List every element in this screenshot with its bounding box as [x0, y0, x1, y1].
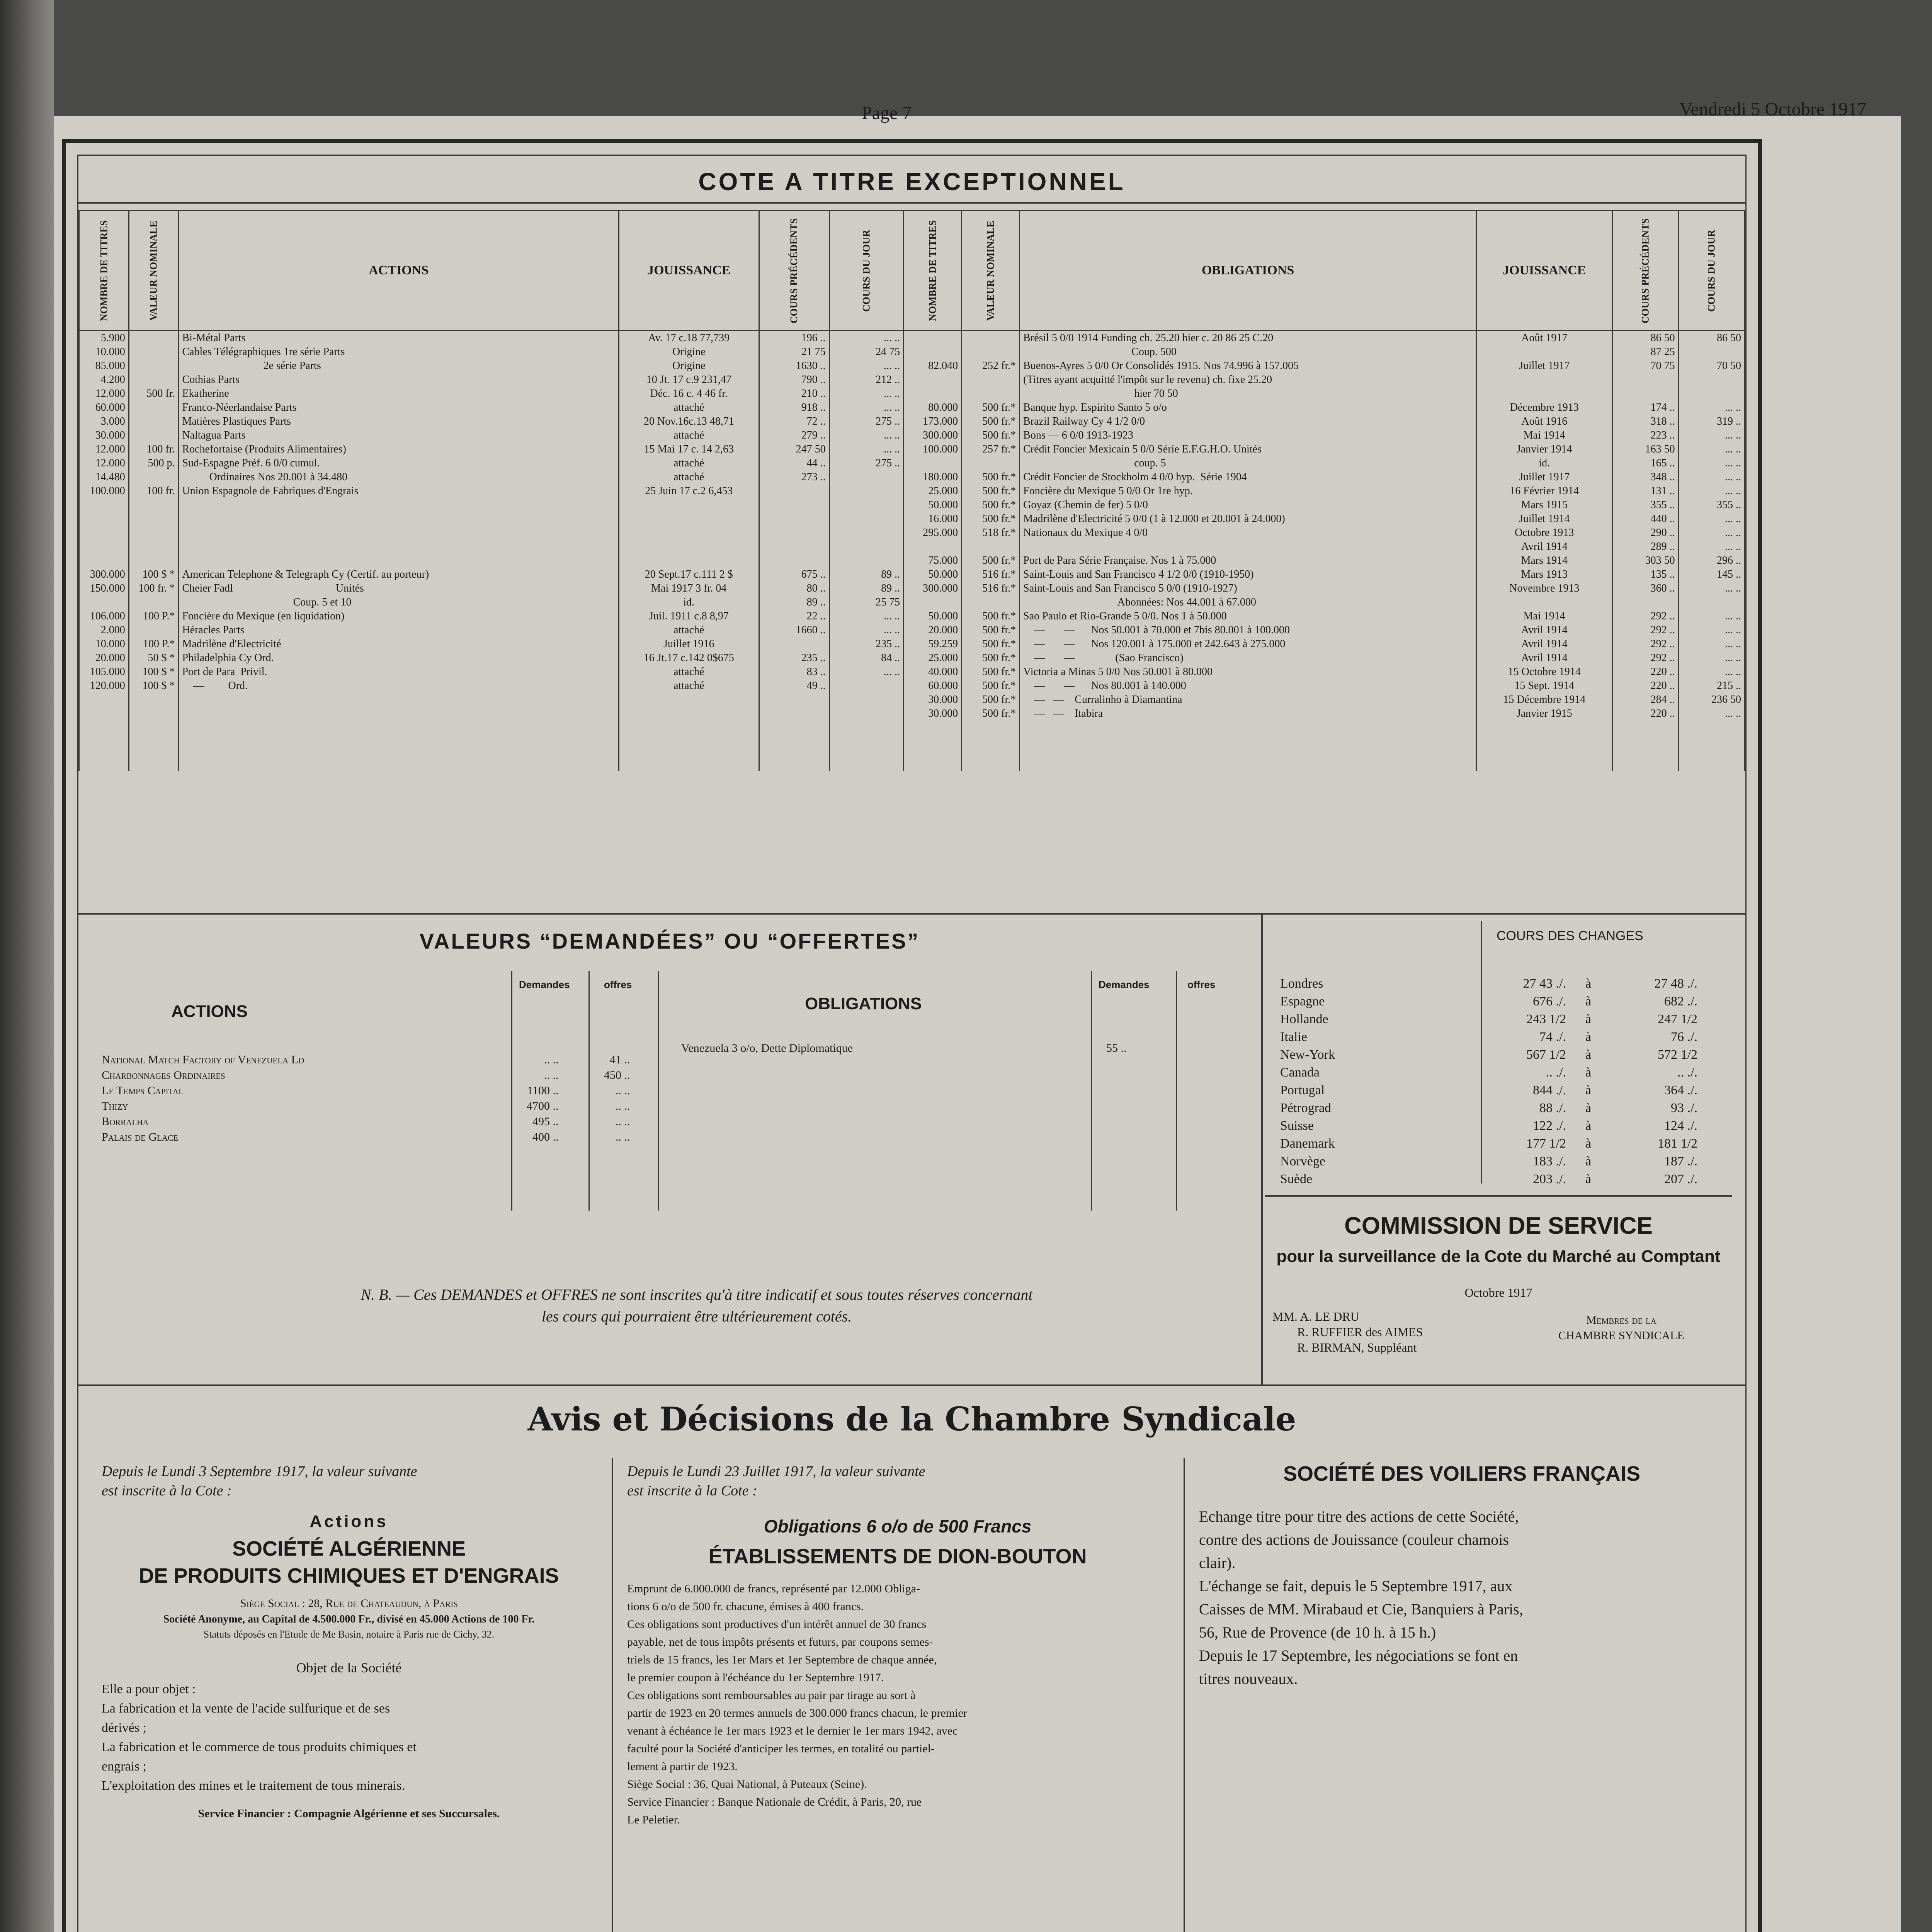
oblig-demandes-col-head: Demandes [1099, 979, 1150, 990]
oblig-offres-col-head: offres [1187, 979, 1216, 990]
col-cours-jour-header: COURS DU JOUR [829, 211, 904, 331]
changes-countries: Londres Espagne Hollande Italie New-York Canada Portugal Pétrograd Suisse Danemark Norvège Suède [1280, 976, 1335, 1186]
avis-col1-service: Service Financier : Compagnie Algérienne et ses Succursales. [198, 1807, 500, 1820]
avis-col1 [102, 1462, 596, 1820]
cote-table [78, 210, 1745, 771]
avis-col3 [1199, 1462, 1725, 1690]
cote-title: COTE A TITRE EXCEPTIONNEL [698, 168, 1126, 196]
changes-to: 27 48 ./. 682 ./. 247 1/2 76 ./. 572 1/2 .. ./. 364 ./. 93 ./. 124 ./. 181 1/2 187 ./. 207 ./. [1654, 976, 1697, 1186]
avis-title: Avis et Décisions de la Chambre Syndicale [527, 1400, 1296, 1438]
avis-col2-kind: Obligations 6 o/o de 500 Francs [764, 1516, 1032, 1536]
commission-section [1265, 1195, 1732, 1386]
col-cours-prec-b: 86 50 87 25 70 75 174 .. 318 .. 223 .. 163 50 165 .. 348 .. 131 .. 355 .. 440 .. 290 .. 289 .. 303 50 135 .. 360 .. 292 .. 292 .. 292 .. 292 .. 220 .. 220 .. 284 .. 220 .. [1612, 331, 1679, 771]
offres-col-head: offres [604, 979, 632, 990]
issue-date: Vendredi 5 Octobre 1917 [1679, 99, 1866, 119]
demandes-col-head: Demandes [519, 979, 570, 990]
demandes-actions-list: National Match Factory of Venezuela Ld Charbonnages Ordinaires Le Temps Capital Thizy Borralha Palais de Glace [102, 1053, 304, 1143]
col-nombre-b-header: NOMBRE DE TITRES [904, 211, 962, 331]
col-valeur-header: VALEUR NOMINALE [129, 211, 179, 331]
changes-a: à à à à à à à à à à à à [1585, 976, 1592, 1186]
col-nombre-a: 5.900 10.000 85.000 4.200 12.000 60.000 3.000 30.000 12.000 12.000 14.480 100.000 300.000 150.000 106.000 2.000 10.000 20.000 105.000 120.000 [79, 331, 129, 771]
inner-frame [77, 155, 1747, 1932]
avis-col2-text: Emprunt de 6.000.000 de francs, représenté par 12.000 Obliga- tions 6 o/o de 500 fr. chacune, émises à 400 francs. Ces obligations sont productives d'un intérêt annuel de 30 francs payable, net de tous impôts présents et futurs, par coupons semes- triels de 15 francs, les 1er Mars et 1er Septembre de chaque année, le premier coupon à l'échéance du 1er Septembre 1917. Ces obligations sont remboursables au pair par tirage au sort à partir de 1923 en 20 termes annuels de 300.000 francs chacun, le premier venant à échéance le 1er mars 1923 et le dernier le 1er mars 1942, avec faculté pour la Société d'anticiper les termes, en totalité ou partiel- lement à partir de 1923. Siège Social : 36, Quai National, à Puteaux (Seine). Service Financier : Banque Nationale de Crédit, à Paris, 20, rue Le Peletier. [627, 1582, 967, 1826]
col-actions-header: ACTIONS [179, 211, 619, 331]
col-valeur-a: 500 fr. 100 fr. 500 p. 100 fr. 100 $ * 100 fr. * 100 P.* 100 P.* 50 $ * 100 $ * 100 $ * [129, 331, 179, 771]
changes-from: 27 43 ./. 676 ./. 243 1/2 74 ./. 567 1/2 .. ./. 844 ./. 88 ./. 122 ./. 177 1/2 183 ./. 203 ./. [1523, 976, 1566, 1186]
avis-col2-intro: Depuis le Lundi 23 Juillet 1917, la valeur suivante est inscrite à la Cote : [627, 1463, 925, 1499]
col-jouissance-header: JOUISSANCE [619, 211, 759, 331]
avis-col1-siege: Siège Social : 28, Rue de Chateaudun, à Paris [240, 1597, 458, 1610]
avis-col3-title: SOCIÉTÉ DES VOILIERS FRANÇAIS [1283, 1462, 1641, 1485]
changes-section [1265, 913, 1732, 1191]
commission-subtitle: pour la surveillance de la Cote du Marché au Comptant [1276, 1247, 1721, 1266]
demandes-note: N. B. — Ces DEMANDES et OFFRES ne sont inscrites qu'à titre indicatif et sous toutes réserves concernant les cours qui pourraient être ultérieurement cotés. [361, 1286, 1033, 1325]
col-obligations-header: OBLIGATIONS [1020, 211, 1476, 331]
demandes-title: VALEURS “DEMANDÉES” OU “OFFERTES” [419, 929, 920, 953]
commission-members: MM. A. LE DRU R. RUFFIER des AIMES R. BIRMAN, Suppléant [1272, 1310, 1423, 1354]
avis-section [78, 1384, 1745, 1932]
col-cours-prec-b-header: COURS PRÉCÉDENTS [1612, 211, 1679, 331]
avis-col1-statuts: Statuts déposés en l'Etude de Me Basin, notaire à Paris rue de Cichy, 32. [203, 1629, 495, 1640]
col-jouissance-a: Av. 17 c.18 77,739 Origine Origine 10 Jt. 17 c.9 231,47 Déc. 16 c. 4 46 fr. attaché 20 Nov.16c.13 48,71 attaché 15 Mai 17 c. 14 2,63 attaché attaché 25 Juin 17 c.2 6,453 20 Sept.17 c.111 2 $ Mai 1917 3 fr. 04 id. Juil. 1911 c.8 8,97 attaché Juillet 1916 16 Jt.17 c.142 0$675 attaché attaché [619, 331, 759, 771]
demandes-oblig-demandes: 55 .. [1106, 1042, 1127, 1054]
col-valeur-b: 252 fr.* 500 fr.* 500 fr.* 500 fr.* 257 fr.* 500 fr.* 500 fr.* 500 fr.* 500 fr.* 518 fr.* 500 fr.* 516 fr.* 516 fr.* 500 fr.* 500 fr.* 500 fr.* 500 fr.* 500 fr.* 500 fr.* 500 fr.* 500 fr.* [962, 331, 1020, 771]
page-number: Page 7 [862, 103, 912, 123]
demandes-actions-demandes: .. .. .. .. 1100 .. 4700 .. 495 .. 400 .. [527, 1053, 559, 1143]
col-obligations: Brésil 5 0/0 1914 Funding ch. 25.20 hier c. 20 86 25 C.20 Coup. 500 Buenos-Ayres 5 0/0 Or Consolidés 1915. Nos 74.996 à 157.005 (Titres ayant acquitté l'impôt sur le revenu) ch. fixe 25.20 hier 70 50 Banque hyp. Espirito Santo 5 o/o Brazil Railway Cy 4 1/2 0/0 Bons — 6 0/0 1913-1923 Crédit Foncier Mexicain 5 0/0 Série E.F.G.H.O. Unités coup. 5 Crédit Foncier de Stockholm 4 0/0 hyp. Série 1904 Foncière du Mexique 5 0/0 Or 1re hyp. Goyaz (Chemin de fer) 5 0/0 Madrilène d'Electricité 5 0/0 (1 à 12.000 et 20.001 à 24.000) Nationaux du Mexique 4 0/0 Port de Para Série Française. Nos 1 à 75.000 Saint-Louis and San Francisco 4 1/2 0/0 (1910-1950) Saint-Louis and San Francisco 5 0/0 (1910-1927) Abonnées: Nos 44.001 à 67.000 Sao Paulo et Rio-Grande 5 0/0. Nos 1 à 50.000 — — Nos 50.001 à 70.000 et 7bis 80.001 à 100.000 — — Nos 120.001 à 175.000 et 242.643 à 275.000 — — (Sao Francisco) Victoria a Minas 5 0/0 Nos 50.001 à 80.000 — — Nos 80.001 à 140.000 — — Curralinho à Diamantina — — Itabira [1020, 331, 1476, 771]
col-cours-jour-b: 86 50 70 50 ... .. 319 .. ... .. ... .. ... .. ... .. ... .. 355 .. ... .. ... .. ... .. 296 .. 145 .. ... .. ... .. ... .. ... .. ... .. ... .. 215 .. 236 50 ... .. [1679, 331, 1745, 771]
page-header [62, 95, 1866, 129]
demandes-actions-head: ACTIONS [171, 1002, 248, 1021]
demandes-section [78, 913, 1261, 1384]
main-frame [62, 139, 1762, 1932]
col-cours-jour-b-header: COURS DU JOUR [1679, 211, 1745, 331]
commission-title: COMMISSION DE SERVICE [1344, 1213, 1653, 1239]
avis-col2-name: ÉTABLISSEMENTS DE DION-BOUTON [708, 1545, 1087, 1568]
book-spine [0, 0, 54, 1932]
avis-col1-kind: Actions [310, 1512, 388, 1531]
col-jouissance-b: Août 1917 Juillet 1917 Décembre 1913 Août 1916 Mai 1914 Janvier 1914 id. Juillet 1917 16 Février 1914 Mars 1915 Juillet 1914 Octobre 1913 Avril 1914 Mars 1914 Mars 1913 Novembre 1913 Mai 1914 Avril 1914 Avril 1914 Avril 1914 15 Octobre 1914 15 Sept. 1914 15 Décembre 1914 Janvier 1915 [1476, 331, 1612, 771]
avis-col2 [627, 1462, 1168, 1829]
avis-col1-objet-head: Objet de la Société [296, 1660, 402, 1675]
avis-col3-text: Echange titre pour titre des actions de cette Société, contre des actions de Jouissance (couleur chamois clair). L'échange se fait, depuis le 5 Septembre 1917, aux Caisses de MM. Mirabaud et Cie, Banquiers à Paris, 56, Rue de Provence (de 10 h. à 15 h.) Depuis le 17 Septembre, les négociations se font en titres nouveaux. [1199, 1508, 1523, 1687]
demandes-oblig-head: OBLIGATIONS [805, 994, 922, 1013]
avis-col1-name: SOCIÉTÉ ALGÉRIENNE DE PRODUITS CHIMIQUES ET D'ENGRAIS [139, 1537, 559, 1587]
demandes-actions-offres: 41 .. 450 .. .. .. .. .. .. .. .. .. [604, 1053, 630, 1143]
changes-title: COURS DES CHANGES [1497, 929, 1643, 943]
avis-col1-objet: Elle a pour objet : La fabrication et la vente de l'acide sulfurique et de ses dérivés ; La fabrication et le commerce de tous produits chimiques et engrais ; L'exploitation des mines et le traitement de tous minerais. [102, 1682, 417, 1793]
avis-col1-capital: Société Anonyme, au Capital de 4.500.000 Fr., divisé en 45.000 Actions de 100 Fr. [163, 1613, 535, 1625]
commission-month: Octobre 1917 [1464, 1286, 1532, 1299]
col-nombre-header: NOMBRE DE TITRES [79, 211, 129, 331]
demandes-oblig-list: Venezuela 3 o/o, Dette Diplomatique [681, 1042, 853, 1054]
col-actions: Bi-Métal Parts Cables Télégraphiques 1re série Parts 2e série Parts Cothias Parts Ekatherine Franco-Néerlandaise Parts Matières Plastiques Parts Naltagua Parts Rochefortaise (Produits Alimentaires) Sud-Espagne Préf. 6 0/0 cumul. Ordinaires Nos 20.001 à 34.480 Union Espagnole de Fabriques d'Engrais American Telephone & Telegraph Cy (Certif. au porteur) Cheier Fadl Unités Coup. 5 et 10 Foncière du Mexique (en liquidation) Héracles Parts Madrilène d'Electricité Philadelphia Cy Ord. Port de Para Privil. — Ord. [179, 331, 619, 771]
col-valeur-b-header: VALEUR NOMINALE [962, 211, 1020, 331]
col-nombre-b: 82.040 80.000 173.000 300.000 100.000 180.000 25.000 50.000 16.000 295.000 75.000 50.000 300.000 50.000 20.000 59.259 25.000 40.000 60.000 30.000 30.000 [904, 331, 962, 771]
avis-col1-intro: Depuis le Lundi 3 Septembre 1917, la valeur suivante est inscrite à la Cote : [102, 1463, 417, 1499]
col-cours-prec-header: COURS PRÉCÉDENTS [759, 211, 829, 331]
col-cours-jour-a: ... .. 24 75 ... .. 212 .. ... .. ... .. 275 .. ... .. ... .. 275 .. 89 .. 89 .. 25 75 ... .. ... .. 235 .. 84 .. ... .. [829, 331, 904, 771]
col-jouissance-b-header: JOUISSANCE [1476, 211, 1612, 331]
commission-right: Membres de la CHAMBRE SYNDICALE [1558, 1314, 1684, 1342]
col-cours-prec-a: 196 .. 21 75 1630 .. 790 .. 210 .. 918 .. 72 .. 279 .. 247 50 44 .. 273 .. 675 .. 80 .. 89 .. 22 .. 1660 .. 235 .. 83 .. 49 .. [759, 331, 829, 771]
